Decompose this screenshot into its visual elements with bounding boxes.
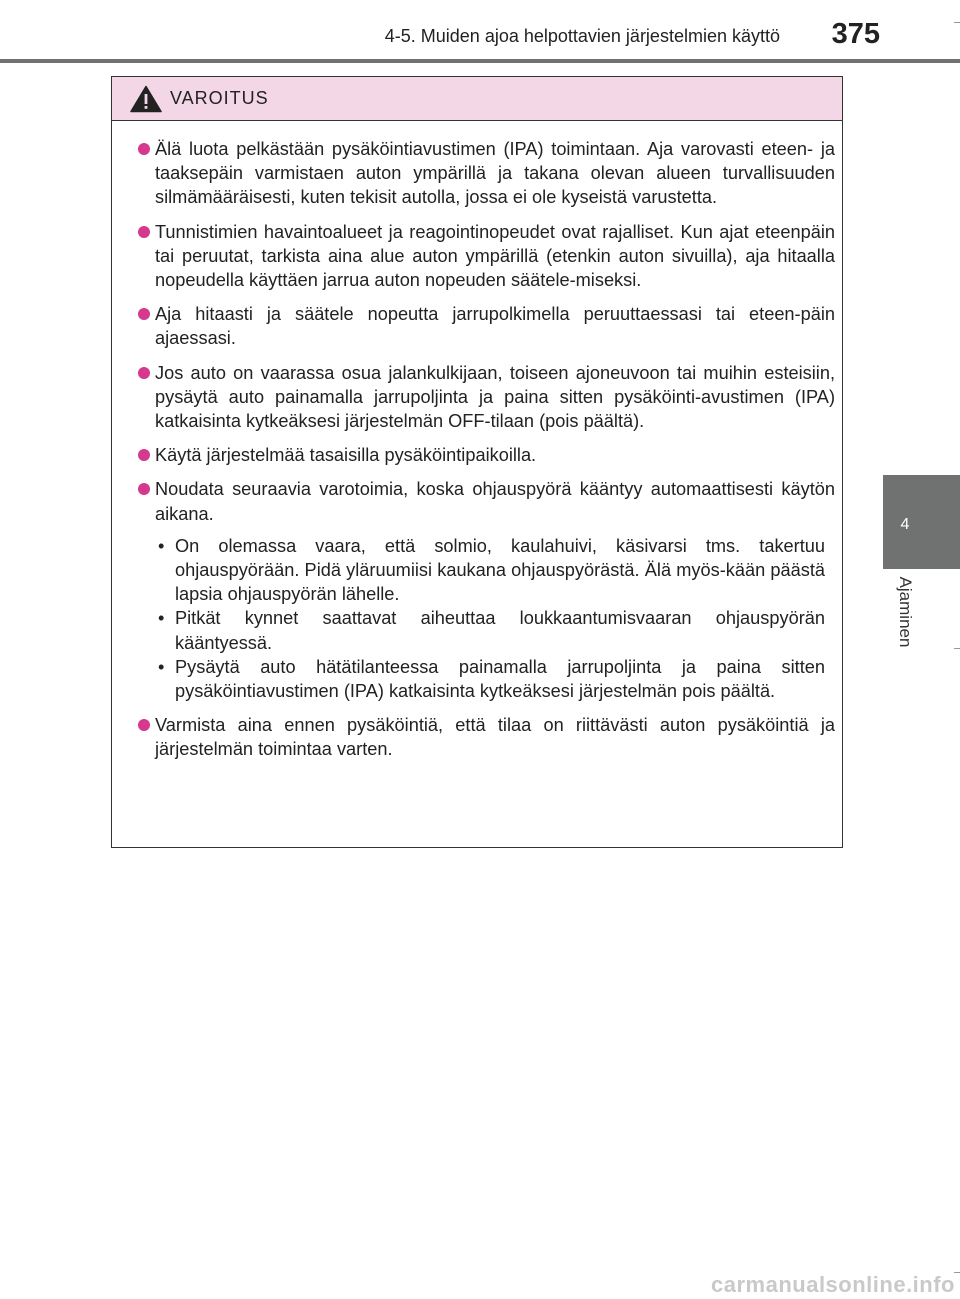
warning-item — [138, 477, 835, 703]
warning-item — [138, 220, 835, 293]
chapter-label: Ajaminen — [896, 576, 915, 648]
sub-list-item-text: Pitkät kynnet saattavat aiheuttaa loukkaantumisvaaran ohjauspyörän kääntyessä. — [175, 608, 825, 653]
sub-list-item-text: On olemassa vaara, että solmio, kaulahuivi, käsivarsi tms. takertuu ohjauspyörään. Pidä yläruumiisi kaukana ohjauspyörästä. Älä myös-kään päästä lapsia ohjauspyörän lähelle. — [175, 535, 825, 605]
crop-mark-top — [954, 22, 960, 23]
warning-item-text: Aja hitaasti ja säätele nopeutta jarrupolkimella peruuttaessasi tai eteen-päin ajaessasi. — [155, 304, 835, 349]
warning-item-text: Älä luota pelkästään pysäköintiavustimen (IPA) toimintaan. Aja varovasti eteen- ja taaksepäin varmistaen auton ympärillä ja takana olevan alueen turvallisuuden silmämääräisesti, kuten tekisit autolla, jossa ei ole kyseistä varustetta. — [155, 139, 835, 208]
bullet-dot — [138, 367, 150, 379]
warning-body — [112, 121, 842, 762]
warning-triangle-icon — [130, 85, 162, 113]
warning-item — [138, 302, 835, 350]
sub-list-item-text: Pysäytä auto hätätilanteessa painamalla jarrupoljinta ja paina sitten pysäköintiavustimen (IPA) katkaisinta kytkeäksesi järjestelmän pois päältä. — [175, 656, 825, 702]
chapter-label-container — [883, 572, 927, 672]
sub-list-item — [158, 534, 825, 607]
running-header-section: 4-5. Muiden ajoa helpottavien järjestelmien käyttö — [384, 26, 780, 46]
warning-item-text: Käytä järjestelmää tasaisilla pysäköintipaikoilla. — [155, 445, 537, 466]
sub-bullet-marker: • — [158, 608, 165, 629]
crop-mark-middle — [954, 648, 960, 649]
sub-bullet-marker: • — [158, 535, 165, 556]
page-number: 375 — [831, 18, 880, 50]
bullet-dot — [138, 449, 150, 461]
sub-list-item — [158, 606, 825, 654]
header-rule — [0, 59, 960, 63]
bullet-dot — [138, 308, 150, 320]
sub-list-item — [158, 655, 825, 703]
watermark: carmanualsonline.info — [711, 1272, 955, 1297]
warning-item — [138, 137, 835, 210]
warning-box — [111, 76, 843, 848]
warning-item — [138, 713, 835, 761]
chapter-tab — [883, 475, 960, 569]
bullet-dot — [138, 719, 150, 731]
sub-list — [155, 534, 825, 703]
warning-item — [138, 443, 835, 467]
warning-title: VAROITUS — [170, 88, 269, 108]
warning-item — [138, 361, 835, 434]
sub-bullet-marker: • — [158, 656, 165, 677]
warning-item-text: Jos auto on vaarassa osua jalankulkijaan, toiseen ajoneuvoon tai muihin esteisiin, pysäytä auto painamalla jarrupoljinta ja paina sitten pysäköinti-avustimen (IPA) katkaisinta kytkeäksesi järjestelmän OFF-tilaan (pois päältä). — [155, 362, 835, 432]
warning-item-text: Varmista aina ennen pysäköintiä, että tilaa on riittävästi auton pysäköintiä ja järjestelmän toimintaa varten. — [155, 715, 835, 760]
bullet-dot — [138, 143, 150, 155]
bullet-dot — [138, 483, 150, 495]
warning-header — [112, 77, 842, 121]
bullet-dot — [138, 226, 150, 238]
warning-item-text: Tunnistimien havaintoalueet ja reagointinopeudet ovat rajalliset. Kun ajat eteenpäin tai peruutat, tarkista aina alue auton ympärillä (etenkin auton sivuilla), aja hitaalla nopeudella käyttäen jarrua auton nopeuden säätele-miseksi. — [155, 221, 835, 291]
chapter-number: 4 — [900, 516, 910, 533]
warning-item-text: Noudata seuraavia varotoimia, koska ohjauspyörä kääntyy automaattisesti käytön aikana. — [155, 479, 835, 524]
